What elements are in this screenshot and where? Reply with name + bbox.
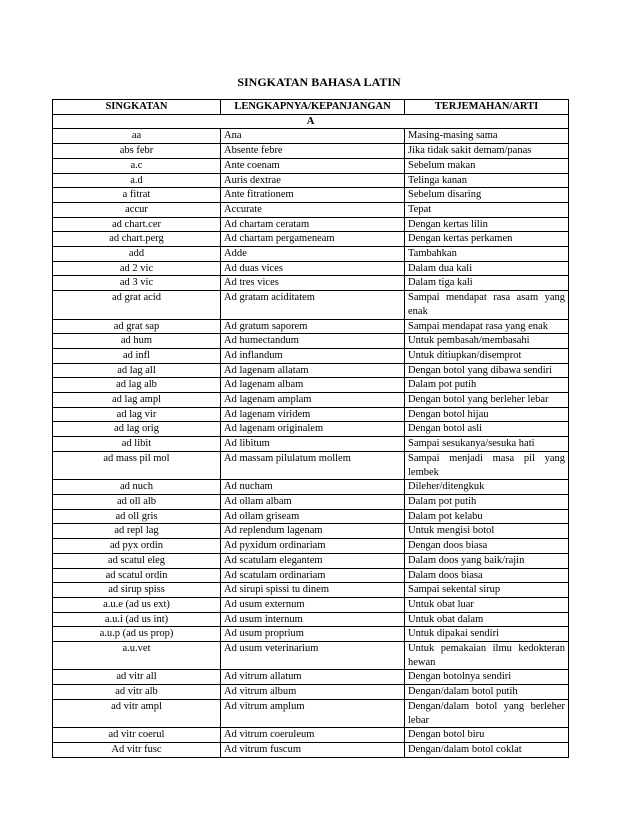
cell-terjemahan: Sampai sekental sirup [405,583,569,598]
cell-terjemahan: Dalam pot putih [405,378,569,393]
cell-singkatan: ad scatul eleg [53,553,221,568]
cell-lengkapnya: Ana [221,129,405,144]
table-row [53,728,569,743]
cell-terjemahan: Dengan botol biru [405,728,569,743]
table-row [53,276,569,291]
table-row [53,422,569,437]
cell-lengkapnya: Ad vitrum album [221,685,405,700]
cell-singkatan: ad 2 vic [53,261,221,276]
cell-terjemahan: Dengan doos biasa [405,539,569,554]
table-row [53,642,569,670]
cell-terjemahan: Dengan botolnya sendiri [405,670,569,685]
cell-singkatan: ad lag alb [53,378,221,393]
table-row [53,247,569,262]
cell-lengkapnya: Ad nucham [221,480,405,495]
table-row [53,363,569,378]
header-terjemahan: TERJEMAHAN/ARTI [405,100,569,115]
cell-singkatan: ad vitr all [53,670,221,685]
table-header-row [53,100,569,115]
table-row [53,480,569,495]
cell-singkatan: ad chart.cer [53,217,221,232]
cell-lengkapnya: Ad inflandum [221,348,405,363]
cell-lengkapnya: Ad vitrum coeruleum [221,728,405,743]
section-label: A [53,114,569,129]
cell-terjemahan: Sampai menjadi masa pil yang lembek [405,451,569,479]
cell-lengkapnya: Ad usum internum [221,612,405,627]
cell-terjemahan: Dengan botol yang dibawa sendiri [405,363,569,378]
cell-lengkapnya: Ad humectandum [221,334,405,349]
cell-singkatan: a.u.p (ad us prop) [53,627,221,642]
abbreviation-table [52,99,569,758]
cell-terjemahan: Dengan/dalam botol putih [405,685,569,700]
cell-lengkapnya: Auris dextrae [221,173,405,188]
cell-singkatan: ad grat acid [53,291,221,319]
cell-terjemahan: Dileher/ditengkuk [405,480,569,495]
cell-singkatan: ad infl [53,348,221,363]
cell-terjemahan: Untuk ditiupkan/disemprot [405,348,569,363]
cell-singkatan: ad oll gris [53,509,221,524]
cell-terjemahan: Telinga kanan [405,173,569,188]
cell-terjemahan: Dalam tiga kali [405,276,569,291]
cell-terjemahan: Untuk obat dalam [405,612,569,627]
cell-singkatan: ad chart.perg [53,232,221,247]
cell-terjemahan: Dengan botol asli [405,422,569,437]
cell-lengkapnya: Ad lagenam originalem [221,422,405,437]
cell-lengkapnya: Ad massam pilulatum mollem [221,451,405,479]
table-row [53,451,569,479]
cell-lengkapnya: Ad ollam griseam [221,509,405,524]
table-row [53,742,569,757]
page-title: SINGKATAN BAHASA LATIN [237,75,401,89]
table-row [53,568,569,583]
table-row [53,583,569,598]
table-row [53,407,569,422]
table-row [53,291,569,319]
cell-lengkapnya: Ad vitrum amplum [221,699,405,727]
cell-lengkapnya: Ad tres vices [221,276,405,291]
cell-terjemahan: Jika tidak sakit demam/panas [405,144,569,159]
cell-lengkapnya: Ad gratum saporem [221,319,405,334]
table-row [53,232,569,247]
cell-singkatan: ad lag orig [53,422,221,437]
table-row [53,627,569,642]
cell-terjemahan: Sebelum disaring [405,188,569,203]
cell-singkatan: ad nuch [53,480,221,495]
cell-lengkapnya: Ante coenam [221,158,405,173]
table-row [53,494,569,509]
table-body [53,114,569,757]
cell-singkatan: ad repl lag [53,524,221,539]
cell-singkatan: ad vitr ampl [53,699,221,727]
cell-singkatan: ad hum [53,334,221,349]
cell-terjemahan: Dengan kertas lilin [405,217,569,232]
cell-lengkapnya: Ad chartam pergameneam [221,232,405,247]
table-row [53,217,569,232]
table-row [53,699,569,727]
cell-singkatan: ad grat sap [53,319,221,334]
cell-terjemahan: Dengan kertas perkamen [405,232,569,247]
cell-singkatan: ad lag ampl [53,393,221,408]
cell-terjemahan: Tambahkan [405,247,569,262]
cell-terjemahan: Dengan botol hijau [405,407,569,422]
cell-terjemahan: Sampai mendapat rasa yang enak [405,319,569,334]
table-row [53,319,569,334]
cell-lengkapnya: Ad usum veterinarium [221,642,405,670]
table-row [53,393,569,408]
table-row [53,173,569,188]
table-row [53,612,569,627]
cell-lengkapnya: Absente febre [221,144,405,159]
cell-singkatan: aa [53,129,221,144]
cell-singkatan: ad vitr alb [53,685,221,700]
cell-terjemahan: Dalam doos yang baik/rajin [405,553,569,568]
table-row [53,334,569,349]
table-row [53,509,569,524]
cell-terjemahan: Sampai mendapat rasa asam yang enak [405,291,569,319]
header-singkatan: SINGKATAN [53,100,221,115]
cell-terjemahan: Dalam pot kelabu [405,509,569,524]
cell-lengkapnya: Ad gratam aciditatem [221,291,405,319]
cell-lengkapnya: Ad duas vices [221,261,405,276]
cell-terjemahan: Untuk obat luar [405,597,569,612]
cell-lengkapnya: Ad lagenam viridem [221,407,405,422]
cell-lengkapnya: Ad scatulam elegantem [221,553,405,568]
table-row [53,685,569,700]
cell-singkatan: ad scatul ordin [53,568,221,583]
table-row [53,524,569,539]
cell-terjemahan: Untuk mengisi botol [405,524,569,539]
table-row [53,261,569,276]
cell-lengkapnya: Ad ollam albam [221,494,405,509]
cell-singkatan: ad lag all [53,363,221,378]
cell-lengkapnya: Ad lagenam amplam [221,393,405,408]
table-row [53,539,569,554]
cell-singkatan: Ad vitr fusc [53,742,221,757]
cell-lengkapnya: Ad chartam ceratam [221,217,405,232]
table-row [53,129,569,144]
cell-lengkapnya: Ad scatulam ordinariam [221,568,405,583]
cell-lengkapnya: Ad usum externum [221,597,405,612]
cell-terjemahan: Dalam dua kali [405,261,569,276]
cell-lengkapnya: Ad sirupi spissi tu dinem [221,583,405,598]
table-row [53,188,569,203]
cell-singkatan: a fitrat [53,188,221,203]
cell-terjemahan: Sebelum makan [405,158,569,173]
cell-terjemahan: Dalam pot putih [405,494,569,509]
table-row [53,437,569,452]
cell-singkatan: a.u.i (ad us int) [53,612,221,627]
table-row [53,144,569,159]
cell-terjemahan: Untuk pemakaian ilmu kedokteran hewan [405,642,569,670]
cell-singkatan: ad oll alb [53,494,221,509]
cell-terjemahan: Untuk pembasah/membasahi [405,334,569,349]
table-row [53,597,569,612]
table-row [53,553,569,568]
cell-lengkapnya: Ad lagenam albam [221,378,405,393]
cell-singkatan: ad mass pil mol [53,451,221,479]
cell-lengkapnya: Ante fitrationem [221,188,405,203]
cell-terjemahan: Dengan botol yang berleher lebar [405,393,569,408]
table-row [53,202,569,217]
cell-lengkapnya: Ad libitum [221,437,405,452]
cell-terjemahan: Dengan/dalam botol yang berleher lebar [405,699,569,727]
cell-terjemahan: Untuk dipakai sendiri [405,627,569,642]
cell-singkatan: abs febr [53,144,221,159]
cell-singkatan: accur [53,202,221,217]
cell-lengkapnya: Ad pyxidum ordinariam [221,539,405,554]
cell-terjemahan: Tepat [405,202,569,217]
header-lengkapnya: LENGKAPNYA/KEPANJANGAN [221,100,405,115]
cell-singkatan: a.d [53,173,221,188]
table-row [53,158,569,173]
cell-lengkapnya: Ad lagenam allatam [221,363,405,378]
cell-singkatan: ad sirup spiss [53,583,221,598]
table-row [53,348,569,363]
cell-lengkapnya: Ad vitrum fuscum [221,742,405,757]
cell-singkatan: ad libit [53,437,221,452]
cell-terjemahan: Dalam doos biasa [405,568,569,583]
cell-singkatan: a.c [53,158,221,173]
cell-singkatan: ad 3 vic [53,276,221,291]
cell-lengkapnya: Ad replendum lagenam [221,524,405,539]
cell-singkatan: ad vitr coerul [53,728,221,743]
cell-terjemahan: Sampai sesukanya/sesuka hati [405,437,569,452]
table-row [53,670,569,685]
cell-singkatan: a.u.vet [53,642,221,670]
cell-lengkapnya: Accurate [221,202,405,217]
cell-terjemahan: Masing-masing sama [405,129,569,144]
cell-lengkapnya: Ad usum proprium [221,627,405,642]
cell-singkatan: a.u.e (ad us ext) [53,597,221,612]
section-row [53,114,569,129]
cell-terjemahan: Dengan/dalam botol coklat [405,742,569,757]
cell-singkatan: add [53,247,221,262]
cell-singkatan: ad pyx ordin [53,539,221,554]
table-row [53,378,569,393]
cell-lengkapnya: Ad vitrum allatum [221,670,405,685]
cell-singkatan: ad lag vir [53,407,221,422]
cell-lengkapnya: Adde [221,247,405,262]
